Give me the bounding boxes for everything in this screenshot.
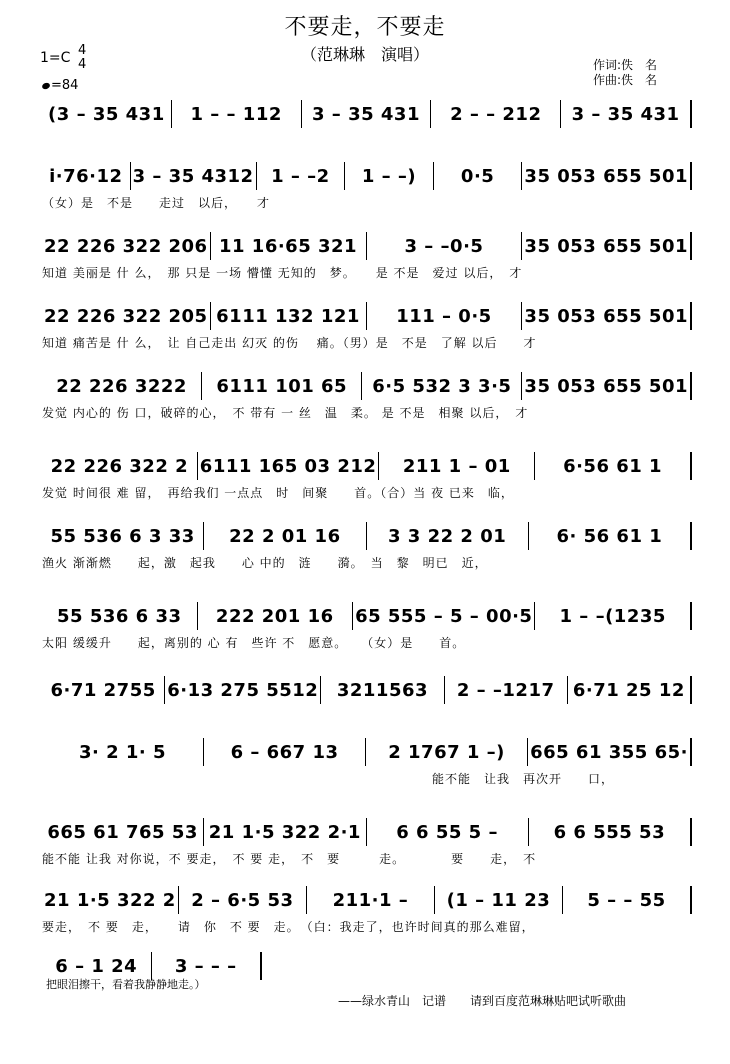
lyric-line: 要走， 不 要 走， 请 你 不 要 走。 （白：我走了，也许时间真的那么难留，	[42, 920, 535, 934]
key-signature: 1=C	[40, 50, 71, 66]
composer: 作曲:佚 名	[593, 73, 658, 87]
measure: 65 555 – 5 – 00·5	[353, 602, 535, 630]
measure: (1 – 11 23	[435, 886, 563, 914]
measure: 2 – 6·5 53	[179, 886, 307, 914]
measure: 11 16·65 321	[211, 232, 367, 260]
measure: 55 536 6 33	[42, 602, 198, 630]
measure: 6 6 555 53	[529, 818, 692, 846]
measure: 35 053 655 501	[522, 232, 692, 260]
notation-row	[42, 522, 692, 550]
measure: 22 226 3222	[42, 372, 202, 400]
lyricist: 作词:佚 名	[593, 58, 658, 72]
measure: 0·5	[434, 162, 523, 190]
notation-row	[42, 162, 692, 190]
measure: 6· 56 61 1	[529, 522, 692, 550]
measure: 5 – – 55	[563, 886, 692, 914]
measure: 3 – 35 431	[302, 100, 432, 128]
measure: (3 – 35 431	[42, 100, 172, 128]
song-title: 不要走，不要走	[284, 15, 446, 40]
measure: 211 1 – 01	[379, 452, 535, 480]
measure: 665 61 765 53	[42, 818, 204, 846]
measure: 35 053 655 501	[522, 162, 692, 190]
measure: 22 226 322 206	[42, 232, 211, 260]
time-bottom: 4	[78, 57, 87, 72]
lyric-line: 知道 美丽是 什 么， 那 只是 一场 懵懂 无知的 梦。 是 不是 爱过 以后， 才	[42, 266, 523, 280]
measure: 35 053 655 501	[522, 302, 692, 330]
notation-row	[42, 302, 692, 330]
measure: 21 1·5 322 2·1	[204, 818, 366, 846]
measure: 6 – 667 13	[204, 738, 366, 766]
measure: 3 3 22 2 01	[367, 522, 529, 550]
lyric-line: 太阳 缓缓升 起，离别的 心 有 些许 不 愿意。 （女）是 首。	[42, 636, 466, 650]
measure: 6·71 2755	[42, 676, 165, 704]
notation-row	[42, 602, 692, 630]
measure: 6·71 25 12	[568, 676, 692, 704]
measure: 6·56 61 1	[535, 452, 692, 480]
notation-row	[42, 100, 692, 128]
time-signature	[78, 44, 86, 72]
measure: i·76·12	[42, 162, 131, 190]
measure: 3 – –0·5	[367, 232, 523, 260]
measure: 3· 2 1· 5	[42, 738, 204, 766]
measure: 1 – – 112	[172, 100, 302, 128]
measure: 6·5 532 3 3·5	[362, 372, 522, 400]
tempo-marking	[42, 78, 78, 93]
notation-row	[42, 452, 692, 480]
tempo-value: =84	[51, 78, 79, 93]
measure: 22 226 322 205	[42, 302, 211, 330]
measure: 3 – 35 431	[561, 100, 692, 128]
measure: 6 – 1 24	[42, 952, 152, 980]
measure: 22 2 01 16	[204, 522, 366, 550]
measure: 2 – –1217	[445, 676, 568, 704]
notation-row	[42, 738, 692, 766]
notation-row	[42, 886, 692, 914]
notation-row	[42, 818, 692, 846]
lyric-line: 知道 痛苦是 什 么， 让 自己走出 幻灭 的伤 痛。（男）是 不是 了解 以后 才	[42, 336, 537, 350]
song-subtitle: （范琳琳 演唱）	[300, 45, 429, 64]
final-lyric-line: 把眼泪擦干，看着我静静地走。）	[46, 978, 206, 991]
measure: 6111 165 03 212	[198, 452, 380, 480]
measure: 2 – – 212	[431, 100, 561, 128]
credits	[593, 58, 657, 88]
lyric-line: 发觉 内心的 伤 口，破碎的心， 不 带有 一 丝 温 柔。 是 不是 相聚 以后， 才	[42, 406, 529, 420]
measure: 6111 101 65	[202, 372, 362, 400]
measure: 55 536 6 3 33	[42, 522, 204, 550]
measure: 22 226 322 2	[42, 452, 198, 480]
lyric-line: 能不能 让我 再次开 口，	[42, 772, 615, 786]
measure: 6111 132 121	[211, 302, 367, 330]
measure: 3 – 35 4312	[131, 162, 257, 190]
notation-row	[42, 372, 692, 400]
time-top: 4	[78, 43, 87, 58]
measure: 665 61 355 65·	[528, 738, 692, 766]
notation-row	[42, 676, 692, 704]
lyric-line: 渔火 渐渐燃 起，激 起我 心 中的 涟 漪。 当 黎 明已 近，	[42, 556, 488, 570]
measure: 2 1767 1 –)	[366, 738, 528, 766]
measure: 35 053 655 501	[522, 372, 692, 400]
lyric-line: 发觉 时间很 难 留， 再给我们 一点点 时 间聚 首。（合）当 夜 已来 临，	[42, 486, 514, 500]
measure: 211·1 –	[307, 886, 435, 914]
measure: 21 1·5 322 2	[42, 886, 179, 914]
measure: 1 – –2	[257, 162, 346, 190]
footer-credit: ——绿水青山 记谱 请到百度范琳琳贴吧试听歌曲	[338, 994, 627, 1008]
measure: 6 6 55 5 –	[367, 818, 529, 846]
quarter-note-icon	[41, 82, 51, 90]
measure: 111 – 0·5	[367, 302, 523, 330]
measure: 222 201 16	[198, 602, 354, 630]
measure: 6·13 275 5512	[165, 676, 321, 704]
measure: 3211563	[321, 676, 444, 704]
measure: 1 – –)	[345, 162, 434, 190]
lyric-line: 能不能 让我 对你说，不 要走， 不 要 走， 不 要 走。 要 走， 不	[42, 852, 537, 866]
lyric-line: （女）是 不是 走过 以后， 才	[42, 196, 271, 210]
notation-row	[42, 232, 692, 260]
measure: 1 – –(1235	[535, 602, 692, 630]
measure: 3 – – –	[152, 952, 263, 980]
